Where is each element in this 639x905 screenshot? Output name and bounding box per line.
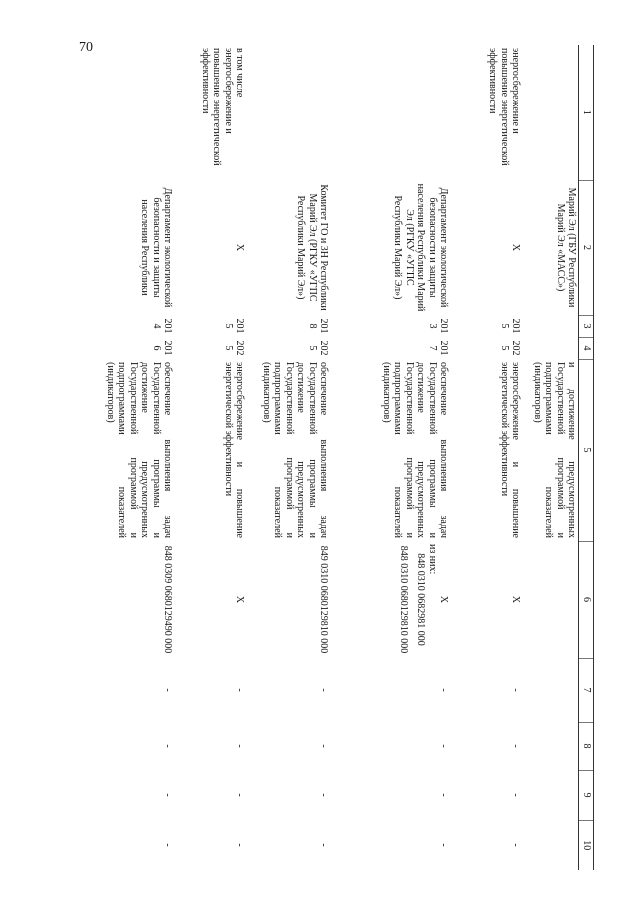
col-header-6: 6 <box>579 541 594 658</box>
page-number: 70 <box>79 40 93 55</box>
cell-end-year: 2025 <box>307 340 330 356</box>
cell-start-year: 2014 <box>151 318 174 334</box>
cell-description: обеспечение выполнения задач Государственной программы и достижение предусмотренных Государственной программой и подпрограммами показателей (индикаторов) <box>261 362 330 538</box>
col-header-2: 2 <box>579 180 594 315</box>
cell-name: энергосбережение и повышение энергетической эффективности <box>487 48 522 166</box>
cell-name <box>331 45 451 180</box>
cell-end-year: 2017 <box>427 340 450 356</box>
program-table <box>104 45 595 870</box>
cell-description: обеспечение выполнения задач Государственной программы и достижение предусмотренных Государственной программой и подпрограммами показателей (индикаторов) <box>381 362 450 538</box>
cell-value-8: - <box>318 744 330 748</box>
cell-name <box>104 45 175 180</box>
col-header-9: 9 <box>579 770 594 820</box>
column-header-row <box>579 45 594 870</box>
cell-value-8: - <box>162 744 174 748</box>
cell-start-year: 2018 <box>307 318 330 334</box>
cell-code <box>523 541 580 658</box>
cell-value-10: - <box>318 843 330 847</box>
table-row <box>175 45 247 870</box>
cell-description: обеспечение выполнения задач Государственной программы и достижение предусмотренных Государственной программой и подпрограммами показателей (индикаторов) <box>105 362 174 538</box>
cell-value-7: - <box>438 688 450 692</box>
cell-value-7: - <box>234 688 246 692</box>
col-header-8: 8 <box>579 722 594 770</box>
cell-start-year: 2013 <box>427 318 450 334</box>
code-line: 848 0310 0680129810 000 <box>398 545 409 654</box>
cell-value-8: - <box>234 744 246 748</box>
cell-code: X <box>510 595 522 604</box>
code-line: X <box>438 595 450 604</box>
cell-value-10: - <box>162 843 174 847</box>
cell-end-year: 2025 <box>499 340 522 356</box>
cell-end-year <box>523 337 580 359</box>
cell-value-7: - <box>510 688 522 692</box>
cell-description: и достижение предусмотренных Государственной программой и подпрограммами показателей (индикаторов) <box>532 362 578 538</box>
cell-value-8: - <box>438 744 450 748</box>
cell-executor: Комитет ГО и ЗН Республики Марий Эл (РГКУ «УГПС Республики Марий Эл») <box>295 184 330 311</box>
cell-executor: X <box>234 243 246 252</box>
cell-value-7: - <box>162 688 174 692</box>
cell-description: энергосбережение и повышение энергетической эффективности <box>499 362 522 538</box>
col-header-4: 4 <box>579 337 594 359</box>
cell-end-year: 2016 <box>151 340 174 356</box>
cell-value-9: - <box>318 793 330 797</box>
cell-start-year: 2015 <box>499 318 522 334</box>
cell-value-9: - <box>438 793 450 797</box>
cell-value-8 <box>523 722 580 770</box>
table-row <box>247 45 331 870</box>
cell-code: 848 0309 0680129490 000 <box>162 545 174 654</box>
cell-name <box>523 45 580 180</box>
table-row <box>104 45 175 870</box>
col-header-7: 7 <box>579 658 594 722</box>
cell-executor: Департамент экологической безопасности и защиты населения Республики <box>139 187 174 308</box>
cell-code <box>331 541 451 658</box>
cell-name <box>247 45 331 180</box>
cell-end-year: 2025 <box>223 340 246 356</box>
cell-executor: Марий Эл (ГБУ Республики Марий Эл «МАСС») <box>555 187 578 308</box>
cell-code: X <box>234 595 246 604</box>
cell-value-10: - <box>234 843 246 847</box>
cell-start-year: 2015 <box>223 318 246 334</box>
table-row <box>523 45 580 870</box>
col-header-1: 1 <box>579 45 594 180</box>
cell-value-9: - <box>234 793 246 797</box>
cell-value-10: - <box>510 843 522 847</box>
cell-executor: X <box>510 243 522 252</box>
cell-executor: Департамент экологической безопасности и защиты населения Республики Марий Эл (РГКУ «УГПС Республики Марий Эл») <box>392 183 450 312</box>
table-row <box>451 45 523 870</box>
col-header-5: 5 <box>579 359 594 541</box>
cell-value-9: - <box>510 793 522 797</box>
cell-value-9 <box>523 770 580 820</box>
cell-start-year <box>523 315 580 337</box>
cell-value-10: - <box>438 843 450 847</box>
cell-value-7 <box>523 658 580 722</box>
col-header-10: 10 <box>579 820 594 870</box>
table-row <box>331 45 451 870</box>
code-line: 848 0310 0682981 000 <box>415 553 427 646</box>
cell-value-9: - <box>162 793 174 797</box>
rotated-table-container <box>105 45 594 870</box>
cell-code: 849 0310 0680129810 000 <box>318 545 330 654</box>
code-line: из них: <box>427 544 438 575</box>
cell-value-10 <box>523 820 580 870</box>
cell-name: в том числе энергосбережение и повышение энергетической эффективности <box>200 48 246 166</box>
cell-description: энергосбережение и повышение энергетической эффективности <box>223 362 246 538</box>
col-header-3: 3 <box>579 315 594 337</box>
cell-value-7: - <box>318 688 330 692</box>
cell-value-8: - <box>510 744 522 748</box>
